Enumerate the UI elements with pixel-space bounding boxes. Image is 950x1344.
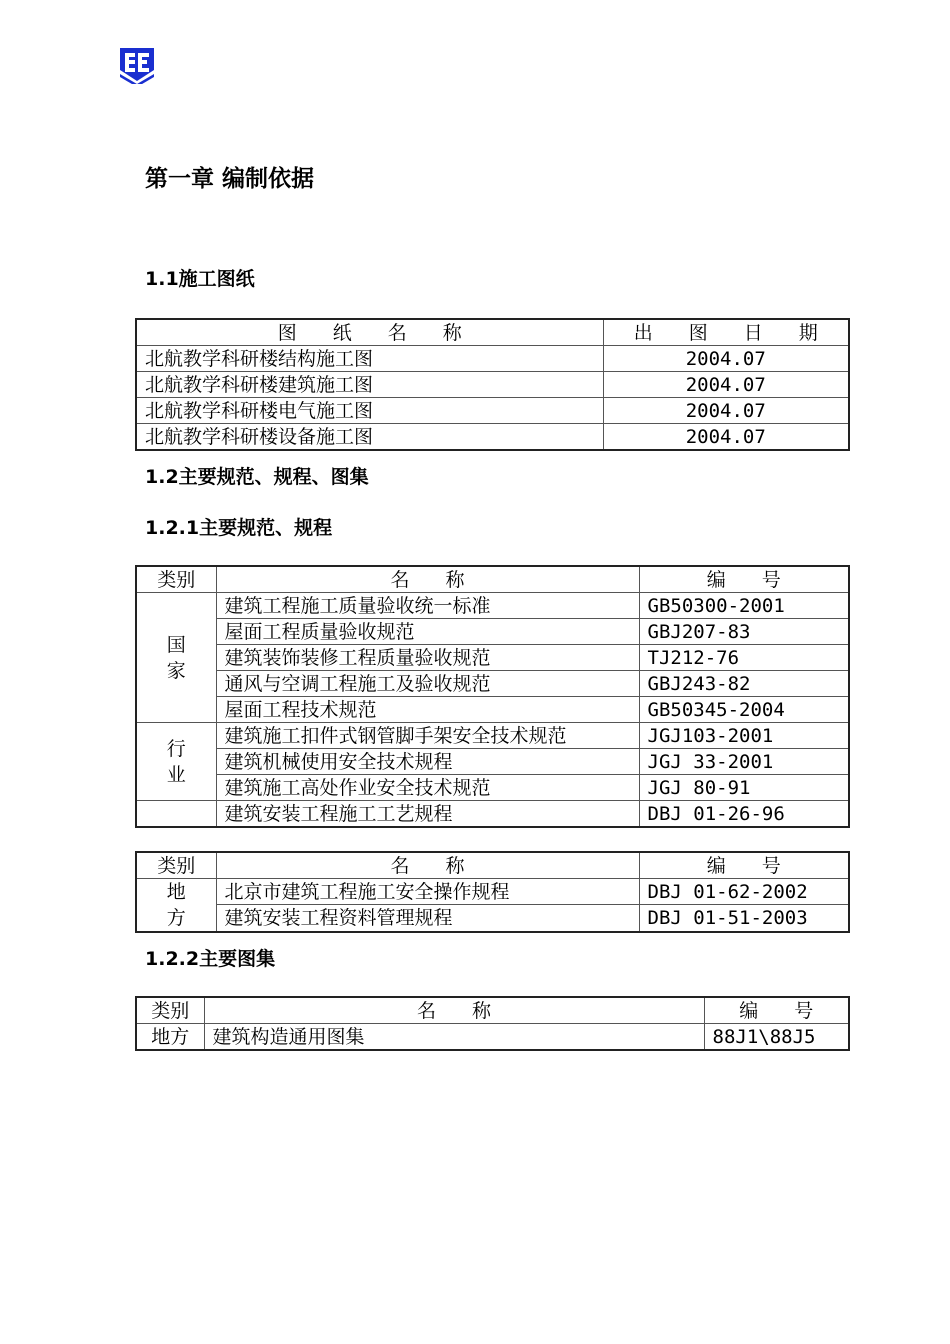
header-issue-date: 出 图 日 期 <box>603 319 849 346</box>
category-local: 地 方 <box>136 879 216 933</box>
atlas-name: 建筑构造通用图集 <box>204 1024 704 1051</box>
standard-code: GBJ207-83 <box>639 619 849 645</box>
standard-code: GB50300-2001 <box>639 593 849 619</box>
standard-name: 建筑安装工程资料管理规程 <box>216 905 639 932</box>
chapter-title: 第一章 编制依据 <box>145 166 315 192</box>
header-category: 类别 <box>136 566 216 593</box>
header-code: 编 号 <box>639 566 849 593</box>
standards-table <box>135 565 850 828</box>
table-row <box>136 671 849 697</box>
issue-date: 2004.07 <box>603 424 849 451</box>
header-code: 编 号 <box>704 997 849 1024</box>
drawing-name: 北航教学科研楼结构施工图 <box>136 346 603 372</box>
standard-name: 建筑安装工程施工工艺规程 <box>216 801 639 828</box>
issue-date: 2004.07 <box>603 398 849 424</box>
standard-name: 建筑施工高处作业安全技术规范 <box>216 775 639 801</box>
issue-date: 2004.07 <box>603 346 849 372</box>
standard-code: DBJ 01-62-2002 <box>639 879 849 905</box>
local-standards-table <box>135 851 850 933</box>
category-industry: 行 业 <box>136 723 216 801</box>
table-header-row <box>136 852 849 879</box>
atlas-code: 88J1\88J5 <box>704 1024 849 1051</box>
table-row <box>136 723 849 749</box>
standard-name: 屋面工程质量验收规范 <box>216 619 639 645</box>
drawing-name: 北航教学科研楼电气施工图 <box>136 398 603 424</box>
standard-name: 建筑施工扣件式钢管脚手架安全技术规范 <box>216 723 639 749</box>
table-row <box>136 775 849 801</box>
drawing-name: 北航教学科研楼建筑施工图 <box>136 372 603 398</box>
standard-code: TJ212-76 <box>639 645 849 671</box>
header-name: 名 称 <box>216 566 639 593</box>
standard-name: 建筑装饰装修工程质量验收规范 <box>216 645 639 671</box>
standard-name: 北京市建筑工程施工安全操作规程 <box>216 879 639 905</box>
category-empty <box>136 801 216 828</box>
standard-name: 建筑工程施工质量验收统一标准 <box>216 593 639 619</box>
table-row <box>136 1024 849 1051</box>
table-row <box>136 619 849 645</box>
table-header-row <box>136 997 849 1024</box>
standard-name: 屋面工程技术规范 <box>216 697 639 723</box>
standard-code: GBJ243-82 <box>639 671 849 697</box>
standard-code: DBJ 01-51-2003 <box>639 905 849 932</box>
header-name: 名 称 <box>216 852 639 879</box>
category-national: 国 家 <box>136 593 216 723</box>
issue-date: 2004.07 <box>603 372 849 398</box>
table-row <box>136 424 849 451</box>
standard-code: GB50345-2004 <box>639 697 849 723</box>
standard-code: JGJ103-2001 <box>639 723 849 749</box>
table-row <box>136 645 849 671</box>
header-category: 类别 <box>136 997 204 1024</box>
section-1-2-2-heading: 1.2.2主要图集 <box>145 948 276 970</box>
standard-code: JGJ 80-91 <box>639 775 849 801</box>
drawings-table <box>135 318 850 451</box>
table-row <box>136 593 849 619</box>
standard-code: DBJ 01-26-96 <box>639 801 849 828</box>
header-code: 编 号 <box>639 852 849 879</box>
standard-name: 通风与空调工程施工及验收规范 <box>216 671 639 697</box>
table-row <box>136 749 849 775</box>
header-category: 类别 <box>136 852 216 879</box>
header-drawing-name: 图 纸 名 称 <box>136 319 603 346</box>
header-name: 名 称 <box>204 997 704 1024</box>
atlas-table <box>135 996 850 1051</box>
section-1-2-heading: 1.2主要规范、规程、图集 <box>145 466 369 488</box>
table-row <box>136 398 849 424</box>
section-1-1-heading: 1.1施工图纸 <box>145 268 255 290</box>
table-row <box>136 372 849 398</box>
table-row <box>136 905 849 932</box>
atlas-category: 地方 <box>136 1024 204 1051</box>
table-header-row <box>136 566 849 593</box>
drawing-name: 北航教学科研楼设备施工图 <box>136 424 603 451</box>
table-row <box>136 879 849 905</box>
company-logo-icon <box>117 44 157 84</box>
table-row <box>136 801 849 828</box>
table-row <box>136 697 849 723</box>
section-1-2-1-heading: 1.2.1主要规范、规程 <box>145 517 333 539</box>
standard-name: 建筑机械使用安全技术规程 <box>216 749 639 775</box>
standard-code: JGJ 33-2001 <box>639 749 849 775</box>
table-header-row <box>136 319 849 346</box>
table-row <box>136 346 849 372</box>
